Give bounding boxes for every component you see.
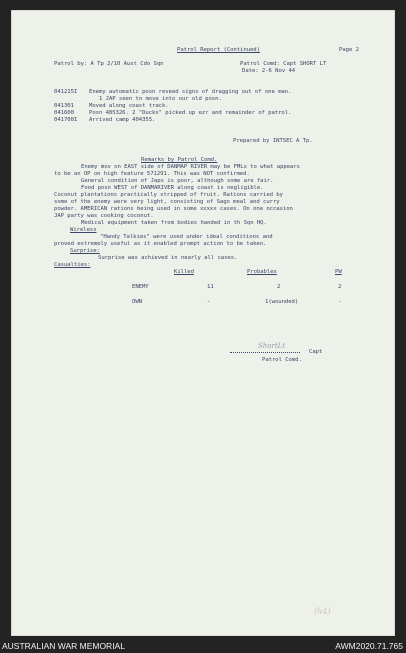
wireless-heading: Wireless (70, 227, 97, 233)
remarks-heading: Remarks by Patrol Comd. (141, 157, 218, 163)
log-time: 041600 (54, 110, 74, 116)
casualties-heading: Casualties: (54, 262, 91, 268)
cell-killed: 11 (207, 284, 214, 290)
document-page (11, 10, 395, 636)
cell-pw: 2 (338, 284, 342, 290)
remarks-line: Coconut plantations practically stripped of fruit. Rations carried by (54, 192, 283, 198)
row-label: OWN (132, 299, 142, 305)
page-number: Page 2 (339, 47, 359, 53)
log-time: 041700I (54, 117, 78, 123)
report-title: Patrol Report (Continued) (177, 47, 260, 53)
remarks-line: some of the enemy were very light, consisting of Sago meal and curry (54, 199, 280, 205)
surprise-heading: Surprise: (70, 248, 100, 254)
cell-probables: 2 (277, 284, 281, 290)
footer-left: AUSTRALIAN WAR MEMORIAL (2, 641, 125, 651)
wireless-line: proved extremely useful as it enabled prompt action to be taken. (54, 241, 267, 247)
remarks-line: to be an OP on high feature 571291. This was NOT confirmed. (54, 171, 250, 177)
signature-line (230, 352, 300, 353)
log-text: 1 JAP seen to move into our old posn. (99, 96, 222, 102)
archive-footer (0, 638, 406, 653)
cell-probables: 1(wounded) (265, 299, 299, 305)
patrol-by: Patrol by: A Tp 2/10 Aust Cdo Sqn (54, 61, 164, 67)
log-text: Enemy automatic posn reveed signs of dragging out of one man. (89, 89, 292, 95)
footer-right: AWM2020.71.765 (335, 641, 403, 651)
patrol-date: Date: 2-6 Nov 44 (242, 68, 296, 74)
signature-title: Patrol Comd. (262, 357, 302, 363)
signature-rank: Capt (309, 349, 323, 355)
pencil-mark: (h4) (314, 607, 331, 616)
remarks-line: powder. AMERICAN rations being used in some xxxxx cases. On one occasion (54, 206, 293, 212)
log-time: 041215I (54, 89, 78, 95)
log-text: Posn 485326. 2 "Ducks" picked up ezr and remainder of patrol. (89, 110, 292, 116)
remarks-line: JAP party was cooking coconut. (54, 213, 154, 219)
cell-killed: - (207, 299, 211, 305)
log-text: Moved along coast track. (89, 103, 169, 109)
row-label: ENEMY (132, 284, 149, 290)
remarks-line: Medical equipment taken from bodies handed in th Sqn HQ. (81, 220, 267, 226)
col-pw: PW (335, 269, 342, 275)
remarks-line: Food posn WEST of DANMARIVER along coast is negligible. (81, 185, 264, 191)
remarks-line: Enemy mov on EAST side of DANMAP RIVER may be FMLs to what appears (81, 164, 300, 170)
col-killed: Killed (174, 269, 194, 275)
wireless-line: "Handy Talkies" were used under ideal conditions and (100, 234, 273, 240)
log-text: Arrived camp 404355. (89, 117, 156, 123)
surprise-text: Surprise was achieved in nearly all cases. (98, 255, 238, 261)
remarks-line: General condition of Japs is poor, although some are fair. (81, 178, 274, 184)
log-time: 041301 (54, 103, 74, 109)
patrol-comd: Patrol Comd: Capt SHORT LT (240, 61, 327, 67)
col-probables: Probables (247, 269, 277, 275)
prepared-by: Prepared by INTSEC A Tp. (233, 138, 313, 144)
handwritten-signature: ShortLt (258, 342, 286, 350)
cell-pw: - (338, 299, 342, 305)
